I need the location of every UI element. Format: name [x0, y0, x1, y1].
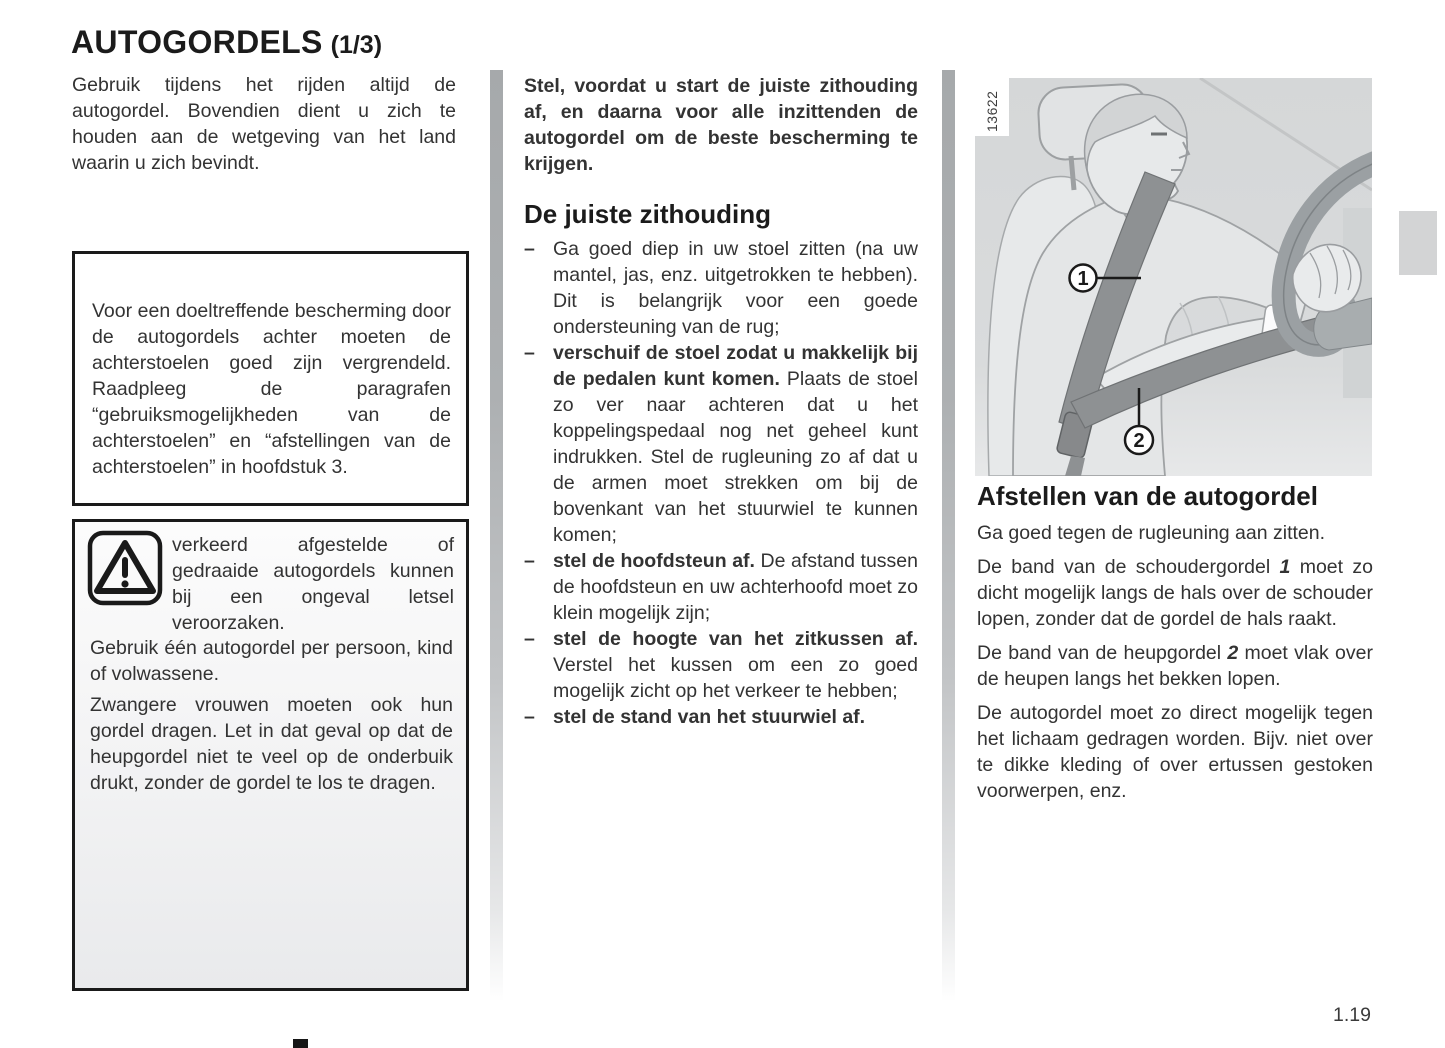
warning-text: verkeerd afgestelde of gedraaide autogordels kunnen bij een ongeval letsel veroorzaken. — [172, 534, 454, 634]
list-item: – stel de stand van het stuurwiel af. — [524, 706, 866, 728]
list-item: – stel de hoogte van het zitkussen af. Verstel het kussen om een zo goed mogelijk zicht op het verkeer te hebben; — [524, 628, 918, 702]
driver-seatbelt-illustration — [975, 78, 1372, 476]
page-title-part: (1/3) — [330, 31, 383, 59]
column-divider-left — [490, 70, 503, 1002]
belt-paragraph-2: De band van de schoudergordel 1 moet zo dicht mogelijk langs de hals over de schouder lopen, zonder dat de gordel de hals raakt. — [977, 556, 1373, 630]
list-item: – stel de hoofdsteun af. De afstand tussen de hoofdsteun en uw achterhoofd moet zo klein mogelijk zijn; — [524, 550, 918, 624]
warning-paragraph-1: Gebruik één autogordel per persoon, kind of volwassene. — [90, 637, 453, 685]
warning-triangle-icon — [87, 530, 163, 611]
rear-seatbelt-note-box — [72, 251, 469, 506]
column-divider-right — [942, 70, 955, 1002]
page-title — [71, 24, 382, 61]
belt-paragraph-3: De band van de heupgordel 2 moet vlak over de heupen langs het bekken lopen. — [977, 642, 1373, 690]
warning-paragraph-2: Zwangere vrouwen moeten ook hun gordel dragen. Let in dat geval op dat de heupgordel niet te veel op de onderbuik drukt, zonder de gordel te los te dragen. — [90, 694, 453, 794]
rear-seatbelt-note-text: Voor een doeltreffende bescherming door de autogordels achter moeten de achterstoelen goed zijn vergrendeld. Raadpleeg de paragrafen “gebruiksmogelijkheden van de achterstoelen” en “afstellingen van de achterstoelen” in hoofdstuk 3. — [92, 300, 451, 478]
left-intro-paragraph: Gebruik tijdens het rijden altijd de autogordel. Bovendien dient u zich te houden aan de wetgeving van het land waarin u zich bevindt. — [72, 74, 456, 174]
page-title-main: AUTOGORDELS — [71, 24, 323, 60]
warning-box — [72, 519, 469, 991]
section-heading-afstellen: Afstellen van de autogordel — [977, 481, 1318, 511]
svg-text:2: 2 — [1133, 430, 1145, 452]
chapter-edge-tab — [1399, 211, 1437, 275]
belt-adjustment-section — [977, 481, 1373, 812]
seating-instructions-list — [524, 236, 918, 730]
middle-intro-paragraph: Stel, voordat u start de juiste zithouding af, en daarna voor alle inzittenden de autogordel om de beste bescherming te krijgen. — [524, 75, 918, 175]
list-item: – Ga goed diep in uw stoel zitten (na uw mantel, jas, enz. uitgetrokken te hebben). Dit is belangrijk voor een goede ondersteuning van de rug; — [524, 238, 918, 338]
belt-paragraph-4: De autogordel moet zo direct mogelijk tegen het lichaam gedragen worden. Bijv. niet over te dikke kleding of over ertussen gestoken voorwerpen, enz. — [977, 702, 1373, 802]
belt-paragraph-1: Ga goed tegen de rugleuning aan zitten. — [977, 522, 1326, 544]
list-item: – verschuif de stoel zodat u makkelijk bij de pedalen kunt komen. Plaats de stoel zo ver naar achteren dat u het koppelingspedaal nog net geheel kunt indrukken. Stel de rugleuning zo af dat u de armen moet strekken om bij de bovenkant van het stuurwiel te kunnen komen; — [524, 342, 918, 546]
figure-number: 13622 — [984, 90, 1000, 132]
page-number: 1.19 — [1333, 1004, 1371, 1026]
section-heading-zithouding: De juiste zithouding — [524, 199, 771, 229]
svg-text:1: 1 — [1077, 268, 1089, 290]
print-registration-mark — [293, 1039, 308, 1048]
